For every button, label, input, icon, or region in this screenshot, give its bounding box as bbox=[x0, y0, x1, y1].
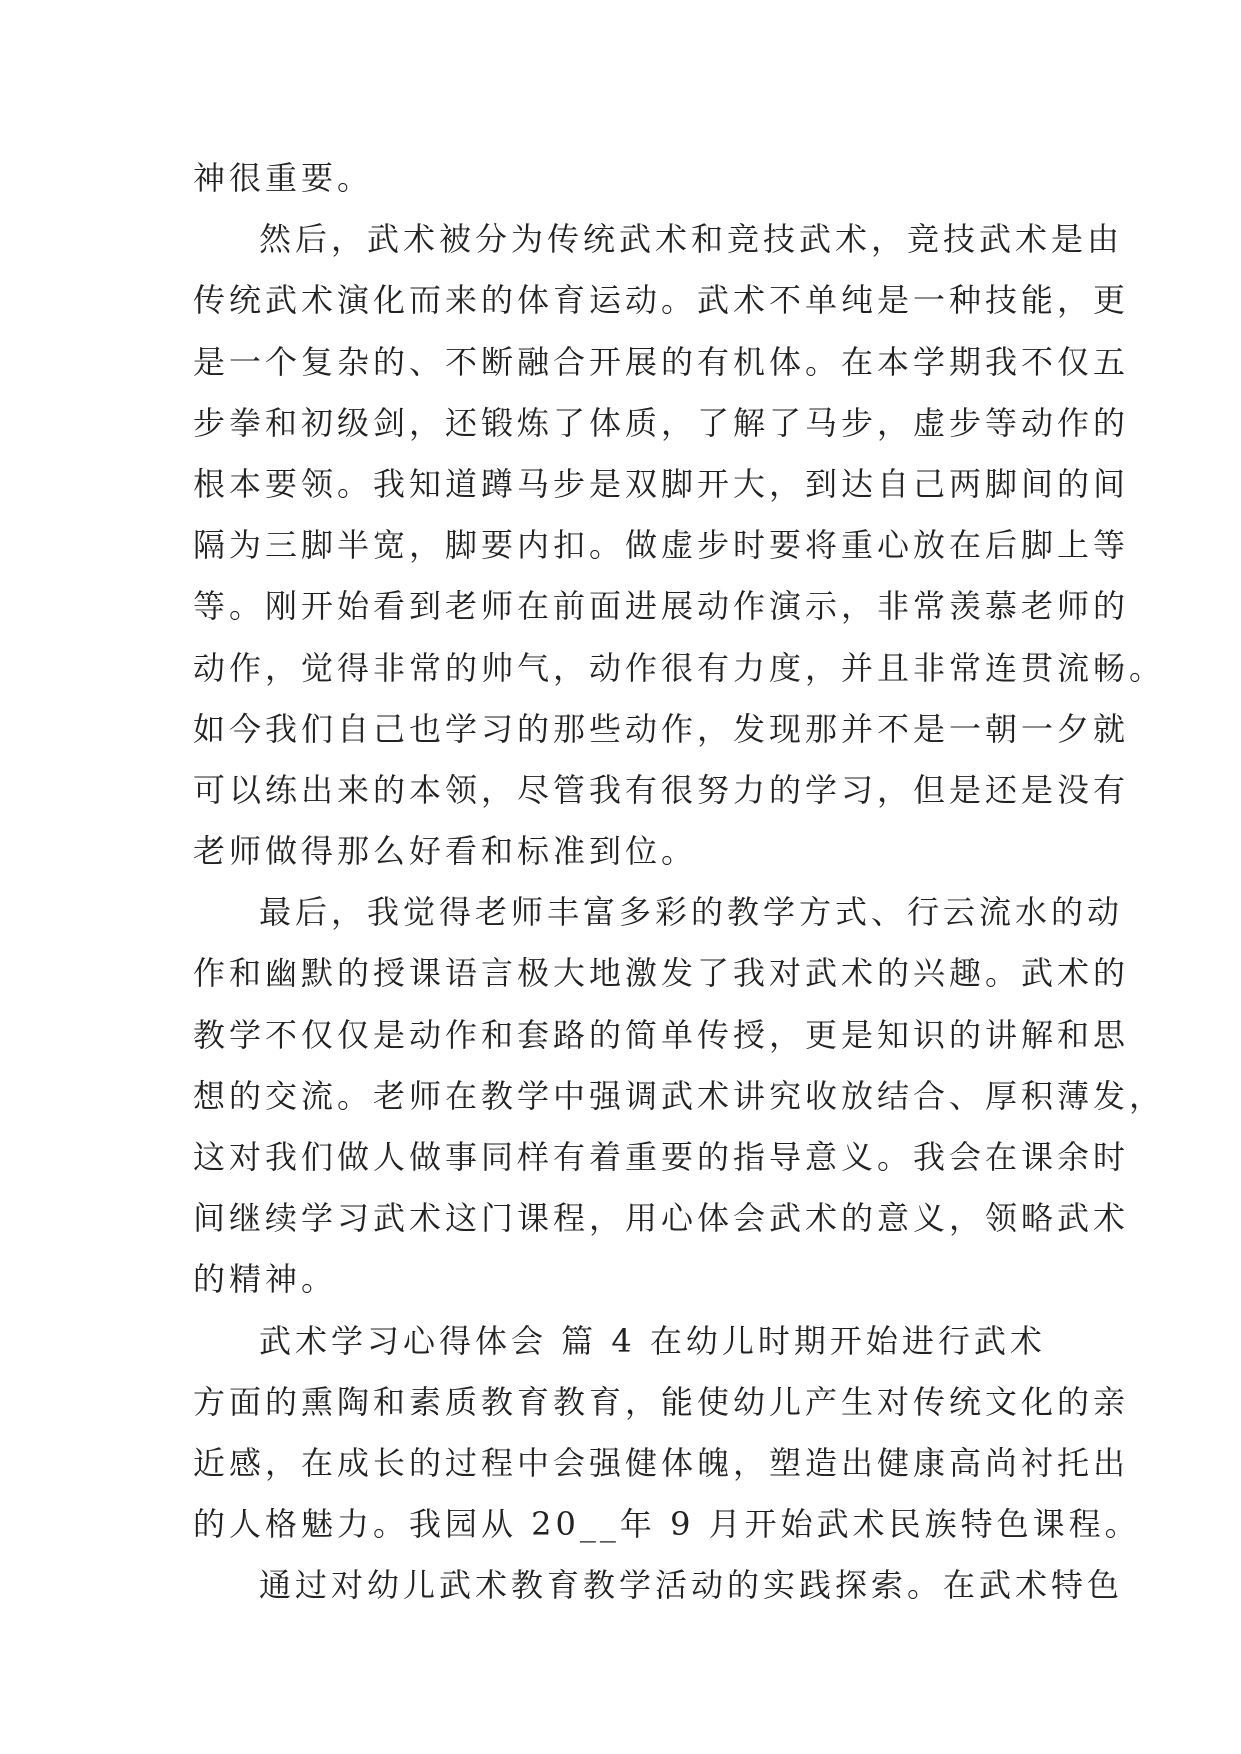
text-line: 如今我们自己也学习的那些动作，发现那并不是一朝一夕就 bbox=[193, 709, 1130, 748]
text-line: 最后，我觉得老师丰富多彩的教学方式、行云流水的动 bbox=[259, 893, 1124, 932]
text-line: 教学不仅仅是动作和套路的简单传授，更是知识的讲解和思 bbox=[193, 1015, 1130, 1054]
text-line: 等。刚开始看到老师在前面进展动作演示，非常羡慕老师的 bbox=[193, 587, 1130, 626]
text-line: 这对我们做人做事同样有着重要的指导意义。我会在课余时 bbox=[193, 1138, 1130, 1176]
body-text bbox=[193, 148, 1166, 1617]
text-line: 是一个复杂的、不断融合开展的有机体。在本学期我不仅五 bbox=[193, 342, 1130, 381]
text-line: 的精神。 bbox=[193, 1260, 338, 1299]
text-line: 步拳和初级剑，还锻炼了体质，了解了马步，虚步等动作的 bbox=[193, 403, 1130, 442]
text-line: 可以练出来的本领，尽管我有很努力的学习，但是还是没有 bbox=[193, 770, 1130, 809]
text-line: 根本要领。我知道蹲马步是双脚开大，到达自己两脚间的间 bbox=[193, 464, 1130, 503]
text-line: 神很重要。 bbox=[193, 159, 374, 197]
text-line: 传统武术演化而来的体育运动。武术不单纯是一种技能，更 bbox=[193, 281, 1130, 320]
text-line: 间继续学习武术这门课程，用心体会武术的意义，领略武术 bbox=[193, 1199, 1130, 1238]
text-line: 近感，在成长的过程中会强健体魄，塑造出健康高尚衬托出 bbox=[193, 1443, 1130, 1482]
text-line: 作和幽默的授课语言极大地激发了我对武术的兴趣。武术的 bbox=[193, 954, 1130, 993]
text-line: 方面的熏陶和素质教育教育，能使幼儿产生对传统文化的亲 bbox=[193, 1382, 1130, 1421]
text-line: 的人格魅力。我园从 20__年 9 月开始武术民族特色课程。 bbox=[193, 1505, 1141, 1544]
text-line: 通过对幼儿武术教育教学活动的实践探索。在武术特色 bbox=[259, 1566, 1124, 1605]
text-line: 隔为三脚半宽，脚要内扣。做虚步时要将重心放在后脚上等 bbox=[193, 526, 1130, 565]
text-line: 想的交流。老师在教学中强调武术讲究收放结合、厚积薄发， bbox=[193, 1076, 1166, 1115]
text-line: 武术学习心得体会 篇 4 在幼儿时期开始进行武术 bbox=[259, 1321, 1046, 1360]
text-line: 老师做得那么好看和标准到位。 bbox=[193, 832, 698, 871]
text-line: 动作，觉得非常的帅气，动作很有力度，并且非常连贯流畅。 bbox=[193, 648, 1166, 687]
text-line: 然后，武术被分为传统武术和竞技武术，竞技武术是由 bbox=[259, 220, 1124, 259]
